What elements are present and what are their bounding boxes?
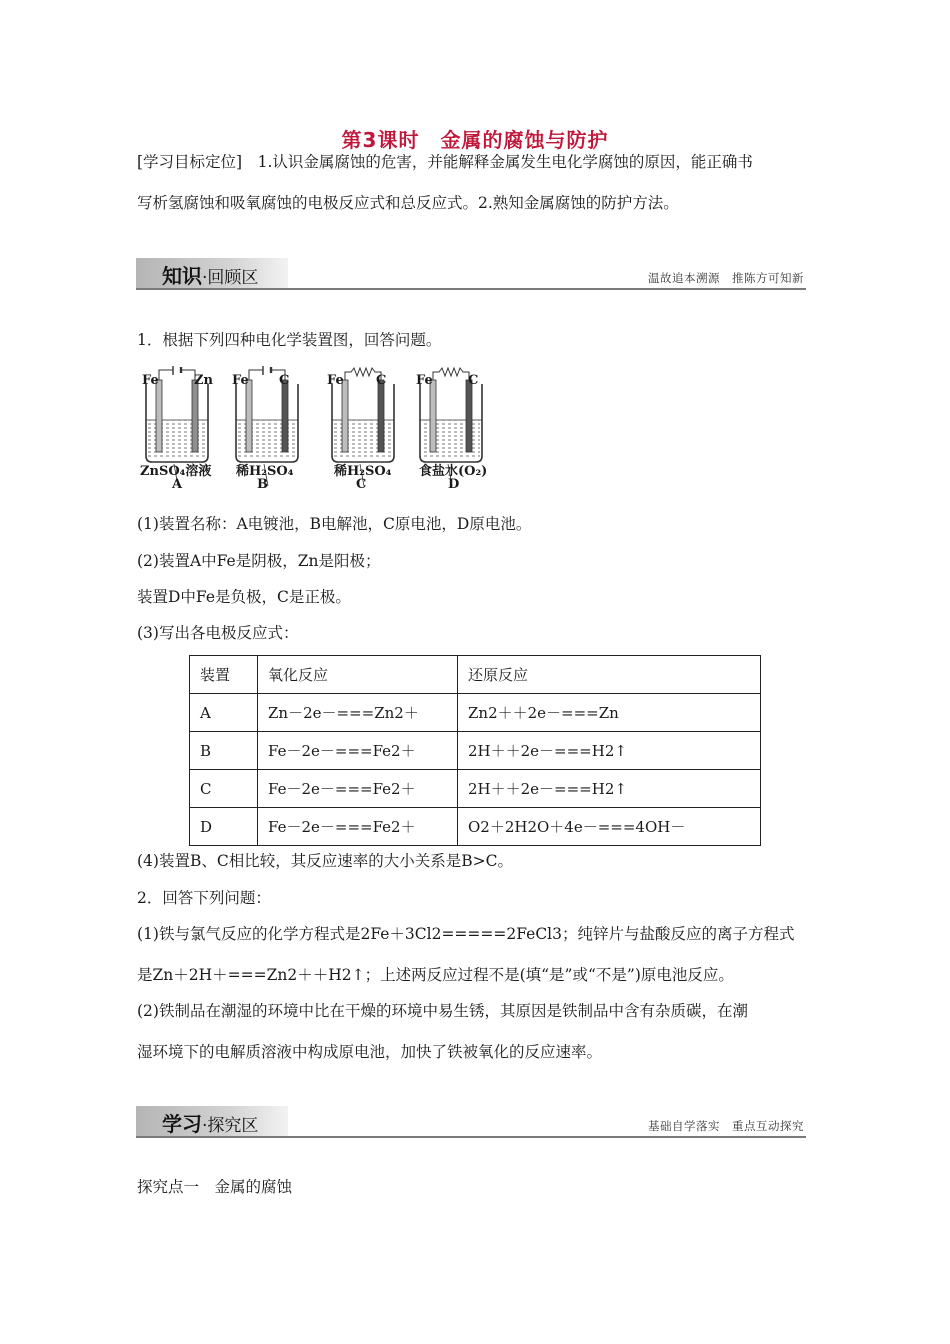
q1-part4: (4)装置B、C相比较，其反应速率的大小关系是B>C。: [137, 852, 513, 870]
table-header: 装置: [190, 656, 258, 694]
banner-slogan: 温故追本溯源 推陈方可知新: [648, 271, 804, 285]
table-cell: 2H＋＋2e－===H2↑: [458, 770, 761, 808]
table-cell: C: [190, 770, 258, 808]
table-cell: Fe－2e－===Fe2＋: [258, 808, 458, 846]
section-heading: 探究点一 金属的腐蚀: [137, 1178, 293, 1196]
q2-part2-line1: (2)铁制品在潮湿的环境中比在干燥的环境中易生锈，其原因是铁制品中含有杂质碳，在潮: [137, 1002, 748, 1020]
device-d-letter: D: [448, 477, 460, 492]
q2-intro: 2．回答下列问题：: [137, 889, 271, 907]
table-header: 氧化反应: [258, 656, 458, 694]
table-row: [190, 732, 761, 770]
device-b-solution: 稀H₂SO₄: [236, 464, 294, 479]
device-a-left-label: Fe: [142, 373, 159, 388]
banner-main-label: 知识: [162, 264, 202, 288]
banner-sub-label: ·探究区: [202, 1116, 259, 1136]
objectives-line-1: [学习目标定位] 1.认识金属腐蚀的危害，并能解释金属发生电化学腐蚀的原因，能正确书: [137, 153, 753, 171]
table-cell: O2＋2H2O＋4e－===4OH－: [458, 808, 761, 846]
knowledge-review-banner: [136, 258, 806, 290]
electrode-reaction-table: [189, 655, 761, 846]
device-a-letter: A: [172, 477, 183, 492]
zn-electrode: [192, 380, 198, 452]
table-cell: Zn2＋＋2e－===Zn: [458, 694, 761, 732]
device-b-left-label: Fe: [232, 373, 249, 388]
objectives-line-2: 写析氢腐蚀和吸氧腐蚀的电极反应式和总反应式。2.熟知金属腐蚀的防护方法。: [137, 194, 679, 212]
device-c-left-label: Fe: [327, 373, 344, 388]
table-cell: A: [190, 694, 258, 732]
table-cell: D: [190, 808, 258, 846]
device-c-right-label: C: [376, 373, 387, 388]
device-d-left-label: Fe: [416, 373, 433, 388]
device-a-solution: ZnSO₄溶液: [140, 464, 212, 479]
table-row: [190, 694, 761, 732]
lesson-title: 第3课时 金属的腐蚀与防护: [341, 128, 609, 152]
q2-part1-line1: (1)铁与氯气反应的化学方程式是2Fe＋3Cl2=====2FeCl3；纯锌片与盐酸反应的离子方程式: [137, 925, 795, 943]
banner-main-label: 学习: [162, 1112, 202, 1136]
device-b-right-label: C: [279, 373, 290, 388]
fe-electrode: [156, 380, 162, 452]
table-cell: Zn－2e－===Zn2＋: [258, 694, 458, 732]
table-cell: 2H＋＋2e－===H2↑: [458, 732, 761, 770]
learning-explore-banner: [136, 1106, 806, 1138]
device-b-letter: B: [257, 477, 268, 492]
q1-part2a: (2)装置A中Fe是阴极，Zn是阳极；: [137, 552, 381, 570]
banner-slogan: 基础自学落实 重点互动探究: [648, 1119, 804, 1133]
device-a-right-label: Zn: [194, 373, 213, 388]
q1-part2b: 装置D中Fe是负极，C是正极。: [137, 588, 351, 606]
q1-intro: 1．根据下列四种电化学装置图，回答问题。: [137, 331, 442, 349]
device-d-solution: 食盐水(O₂): [419, 464, 488, 479]
q1-part3: (3)写出各电极反应式：: [137, 624, 299, 642]
table-row: [190, 808, 761, 846]
q2-part1-line2: 是Zn＋2H＋===Zn2＋＋H2↑；上述两反应过程不是(填“是”或“不是”)原电池反应。: [137, 966, 734, 984]
table-cell: B: [190, 732, 258, 770]
device-c-letter: C: [356, 477, 367, 492]
table-header-row: [190, 656, 761, 694]
q1-part1: (1)装置名称：A电镀池，B电解池，C原电池，D原电池。: [137, 515, 532, 533]
table-header: 还原反应: [458, 656, 761, 694]
device-d-right-label: C: [468, 373, 479, 388]
q2-part2-line2: 湿环境下的电解质溶液中构成原电池，加快了铁被氧化的反应速率。: [137, 1043, 603, 1061]
banner-sub-label: ·回顾区: [202, 268, 259, 288]
table-cell: Fe－2e－===Fe2＋: [258, 732, 458, 770]
table-cell: Fe－2e－===Fe2＋: [258, 770, 458, 808]
device-c-solution: 稀H₂SO₄: [334, 464, 392, 479]
table-row: [190, 770, 761, 808]
